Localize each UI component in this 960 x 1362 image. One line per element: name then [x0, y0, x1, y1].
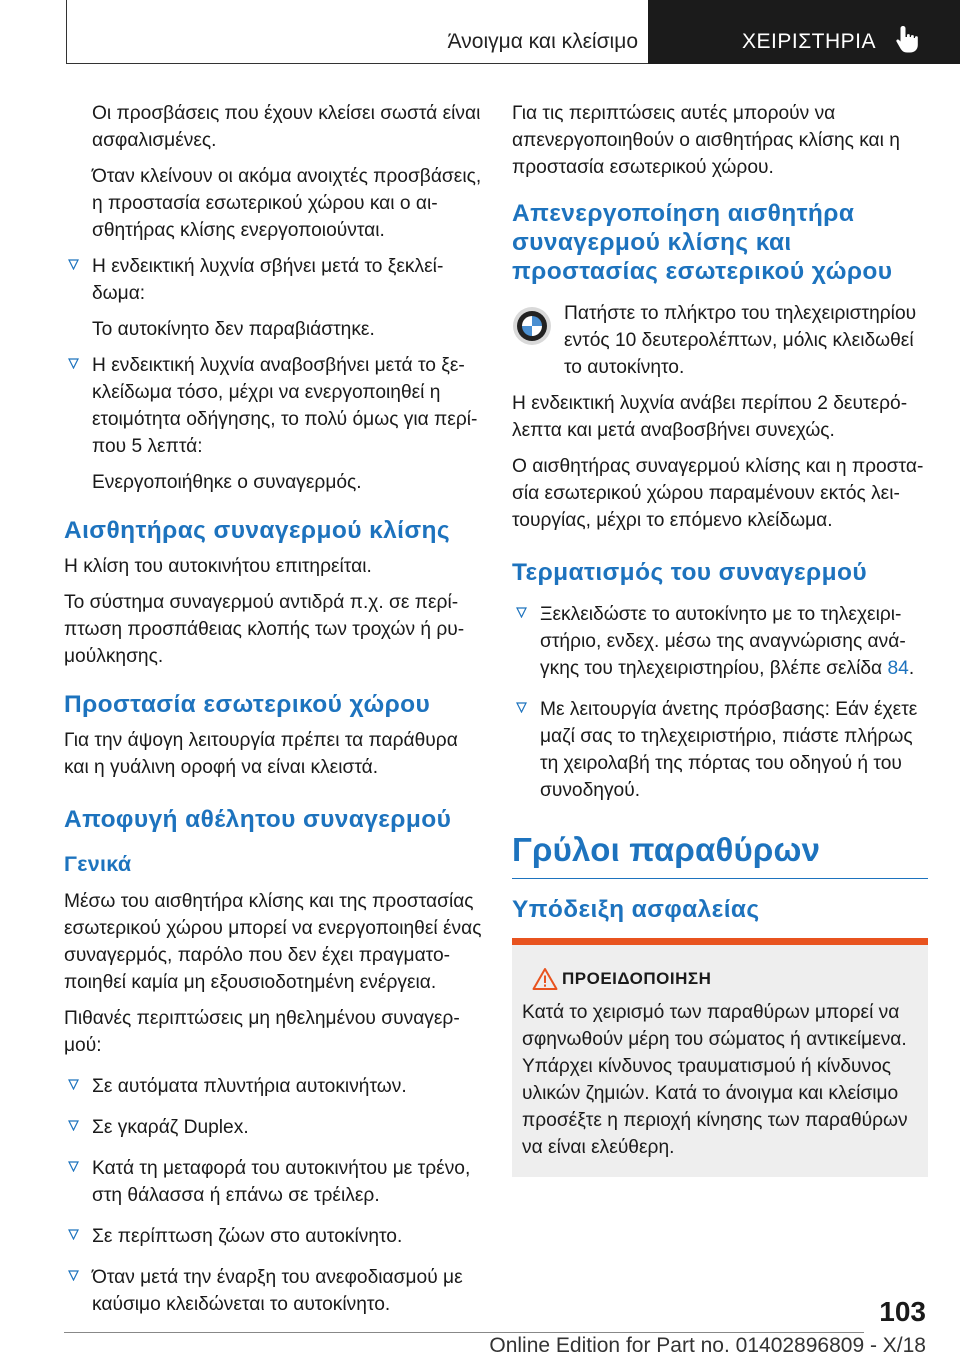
heading-power-windows: Γρύλοι παραθύρων [512, 831, 821, 868]
heading-rule [512, 878, 928, 879]
right-column [512, 100, 928, 1177]
warning-header [522, 965, 918, 993]
footer-edition: Online Edition for Part no. 01402896809 - X/18 [489, 1334, 926, 1357]
list-item [64, 1155, 484, 1209]
triangle-bullet-icon [68, 1270, 79, 1281]
list-item-text: Σε περίπτωση ζώων στο αυτοκίνητο. [92, 1226, 403, 1247]
hand-pointer-icon [894, 24, 920, 54]
header-bottom-rule [66, 63, 648, 64]
triangle-bullet-icon [68, 1161, 79, 1172]
paragraph: Για τις περιπτώσεις αυτές μπορούν να απενεργοποιηθούν ο αισθητήρας κλίσης και η προστασία εσωτερικού χώρου. [512, 103, 900, 178]
list-item-text: Σε αυτόματα πλυντήρια αυτοκινήτων. [92, 1076, 407, 1097]
list-item-text: Η ενδεικτική λυχνία αναβοσβήνει μετά το ξεκλείδωμα τόσο, μέχρι να ενεργοποιηθεί η ετοιμότητα οδήγησης, το πολύ όμως για περίπου 5 λεπτά: [92, 355, 478, 457]
triangle-bullet-icon [68, 1079, 79, 1090]
triangle-bullet-icon [68, 1120, 79, 1131]
paragraph: Όταν κλείνουν οι ακόμα ανοιχτές προσβάσεις, η προστασία εσωτερικού χώρου και ο αισθητήρας κλίσης ενεργοποιούνται. [92, 166, 482, 241]
warning-title: ΠΡΟΕΙΔΟΠΟΙΗΣΗ [562, 969, 712, 988]
paragraph: Ο αισθητήρας συναγερμού κλίσης και η προστασία εσωτερικού χώρου παραμένουν εκτός λειτουργίας, μέχρι το επόμενο κλείδωμα. [512, 456, 924, 531]
triangle-bullet-icon [68, 358, 79, 369]
left-column [64, 100, 484, 1327]
heading-tilt-sensor: Αισθητήρας συναγερμού κλίσης [64, 517, 451, 544]
list-item-text: Με λειτουργία άνετης πρόσβασης: Εάν έχετε μαζί σας το τηλεχειριστήριο, πιάστε πλήρως τη χειρολαβή της πόρτας του οδηγού ή του συνοδηγού. [540, 699, 918, 801]
triangle-bullet-icon [68, 259, 79, 270]
heading-general: Γενικά [64, 852, 132, 876]
heading-interior-protection: Προστασία εσωτερικού χώρου [64, 691, 431, 718]
section-title: Άνοιγμα και κλείσιμο [447, 30, 638, 53]
heading-avoid-false-alarm: Αποφυγή αθέλητου συναγερμού [64, 806, 452, 833]
chapter-tab-label: ΧΕΙΡΙΣΤΗΡΙΑ [742, 30, 877, 53]
bmw-button-instruction [512, 300, 928, 381]
warning-box [512, 938, 928, 1177]
heading-deactivate: Απενεργοποίηση αισθητήρα συναγερμού κλίσης και προστασίας εσωτερικού χώρου [512, 200, 893, 285]
paragraph: Ενεργοποιήθηκε ο συναγερμός. [92, 472, 362, 493]
paragraph: Η κλίση του αυτοκινήτου επιτηρείται. [64, 556, 372, 577]
list-item [64, 1264, 484, 1318]
warning-triangle-icon [532, 967, 558, 991]
chapter-tab[interactable] [648, 0, 960, 64]
triangle-bullet-icon [516, 702, 527, 713]
triangle-bullet-icon [516, 607, 527, 618]
heading-end-alarm: Τερματισμός του συναγερμού [512, 559, 868, 586]
list-item [64, 1114, 484, 1141]
list-item-text: Κατά τη μεταφορά του αυτοκινήτου με τρένο, στη θάλασσα ή επάνω σε τρέιλερ. [92, 1158, 471, 1206]
list-item-text: Όταν μετά την έναρξη του ανεφοδιασμού με καύσιμο κλειδώνεται το αυτοκίνητο. [92, 1267, 463, 1315]
list-item [64, 1073, 484, 1100]
page-number: 103 [879, 1296, 926, 1327]
list-item [64, 253, 484, 307]
list-item-text: Ξεκλειδώστε το αυτοκίνητο με το τηλεχειριστήριο, ενδεχ. μέσω της αναγνώρισης ανάγκης του τηλεχειριστηρίου, βλέπε σελίδα 84. [540, 604, 915, 679]
list-item [64, 1223, 484, 1250]
bmw-logo-icon [512, 306, 552, 346]
list-item [512, 601, 928, 682]
warning-text: Κατά το χειρισμό των παραθύρων μπορεί να σφηνωθούν μέρη του σώματος ή αντικείμενα. Υπάρχει κίνδυνος τραυματισμού ή κίνδυνος υλικών ζημιών. Κατά το άνοιγμα και κλείσιμο προσέξτε η περιοχή κίνησης των παραθύρων να είναι ελεύθερη. [522, 1002, 908, 1158]
paragraph: Οι προσβάσεις που έχουν κλείσει σωστά είναι ασφαλισμένες. [92, 103, 481, 151]
paragraph: Πατήστε το πλήκτρο του τηλεχειριστηρίου εντός 10 δευτερολέπτων, μόλις κλειδωθεί το αυτοκίνητο. [564, 303, 917, 378]
paragraph: Μέσω του αισθητήρα κλίσης και της προστασίας εσωτερικού χώρου μπορεί να ενεργοποιηθεί ένας συναγερμός, παρόλο που δεν έχει πραγματοποιηθεί καμία μη εξουσιοδοτημένη ενέργεια. [64, 891, 482, 993]
paragraph: Το αυτοκίνητο δεν παραβιάστηκε. [92, 319, 375, 340]
list-item [64, 352, 484, 460]
header-left-rule [66, 0, 67, 64]
triangle-bullet-icon [68, 1229, 79, 1240]
list-item-text: Σε γκαράζ Duplex. [92, 1117, 249, 1138]
paragraph: Το σύστημα συναγερμού αντιδρά π.χ. σε περίπτωση προσπάθειας κλοπής των τροχών ή ρυμούλκησης. [64, 592, 465, 667]
paragraph: Η ενδεικτική λυχνία ανάβει περίπου 2 δευτερόλεπτα και μετά αναβοσβήνει συνεχώς. [512, 393, 908, 441]
list-item-text: Η ενδεικτική λυχνία σβήνει μετά το ξεκλείδωμα: [92, 256, 444, 304]
heading-safety-note: Υπόδειξη ασφαλείας [512, 896, 760, 923]
footer-rule [64, 1332, 864, 1333]
paragraph: Πιθανές περιπτώσεις μη ηθελημένου συναγερμού: [64, 1008, 460, 1056]
page-link[interactable]: 84 [887, 658, 909, 679]
list-item [512, 696, 928, 804]
paragraph: Για την άψογη λειτουργία πρέπει τα παράθυρα και η γυάλινη οροφή να είναι κλειστά. [64, 730, 458, 778]
